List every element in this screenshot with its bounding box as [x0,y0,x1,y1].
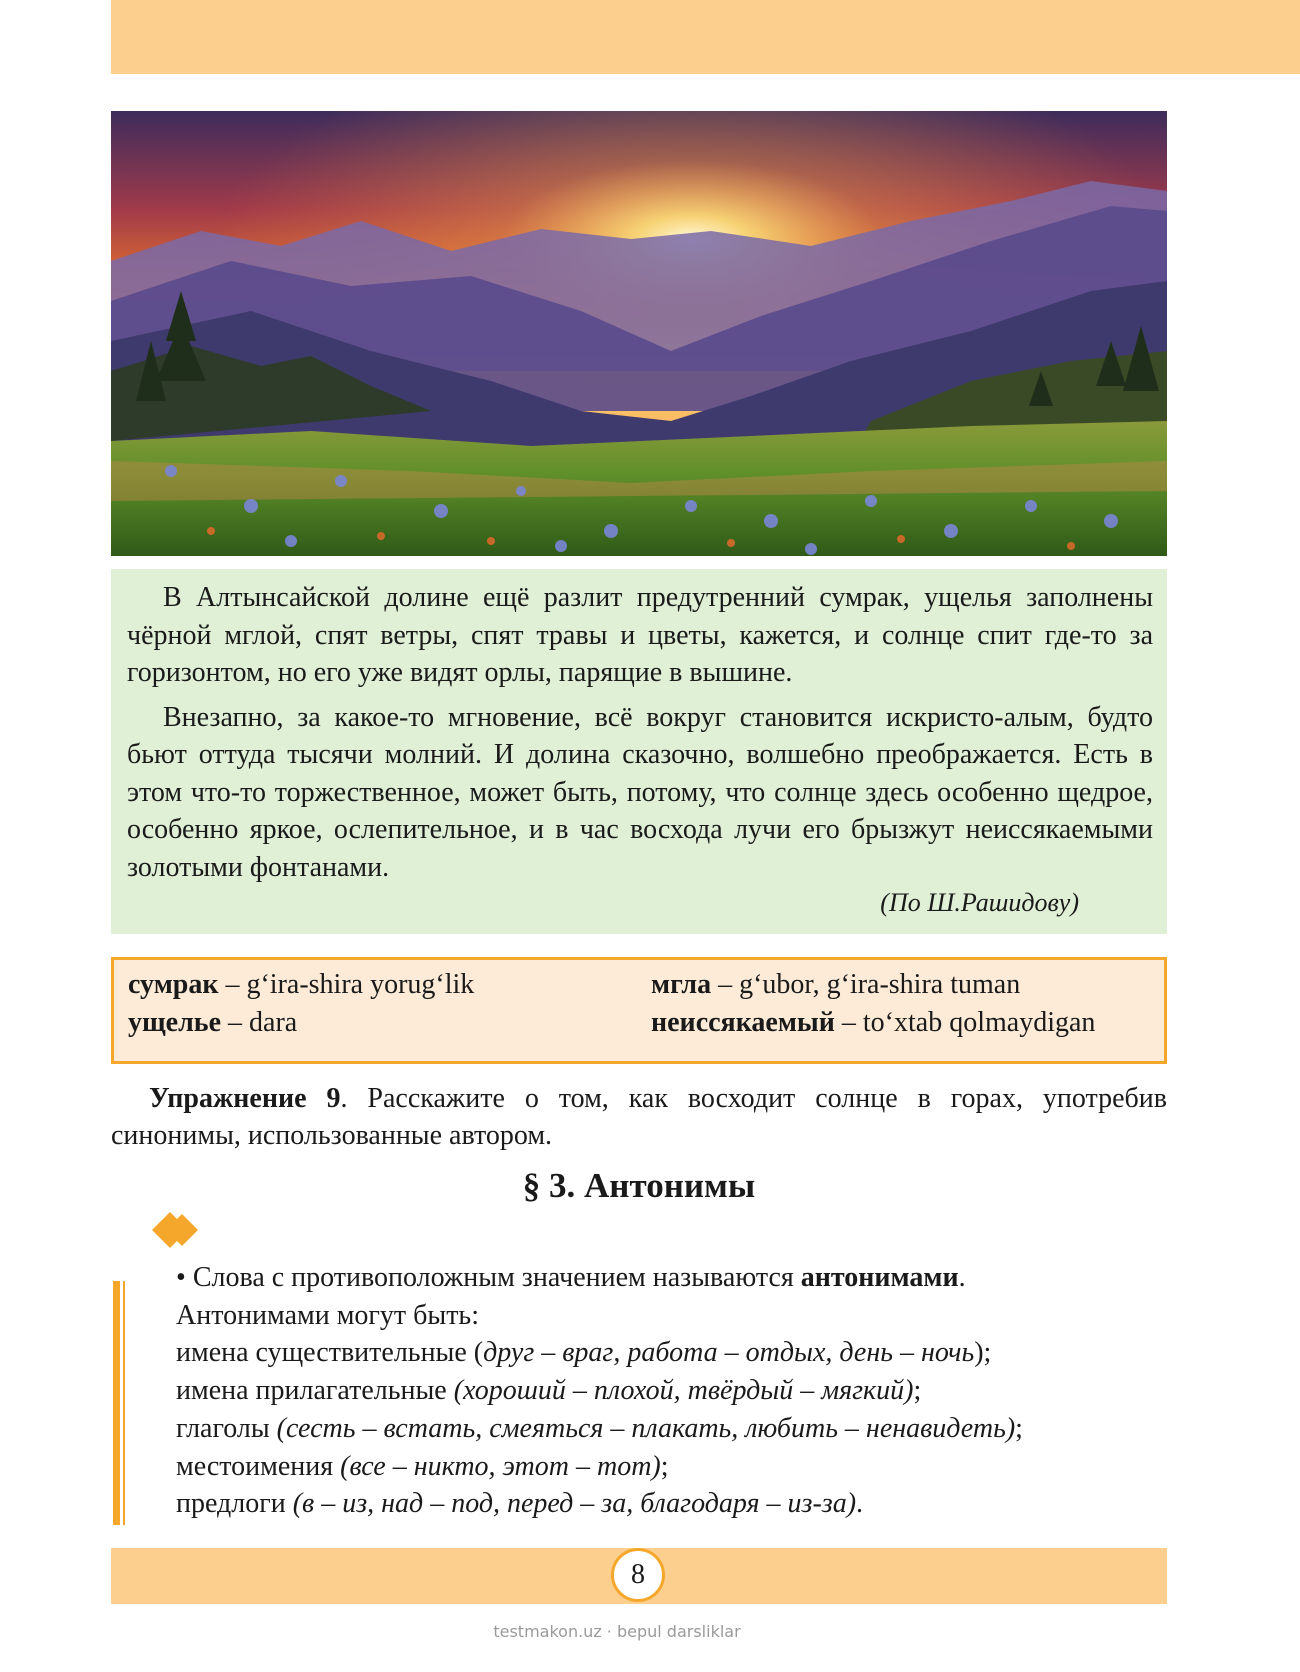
rule-item-label: глаголы [176,1412,277,1444]
rule-item [176,1485,1166,1523]
double-diamond-icon [152,1212,202,1248]
exercise-9 [111,1080,1167,1154]
bullet-icon: • [176,1262,186,1293]
rule-item-label: местоимения [176,1450,341,1482]
rule-accent-bar [113,1281,120,1525]
rule-term: антонимами [800,1262,959,1293]
page-number: 8 [611,1548,665,1602]
vocab-entry [651,966,1020,1004]
vocab-translation: – to‘xtab qolmaydigan [834,1007,1096,1038]
rule-definition [176,1259,1166,1297]
rule-item-end: ; [660,1450,669,1482]
rule-end: . [958,1262,966,1293]
rule-item-label: предлоги [176,1488,293,1520]
rule-intro: Слова с противоположным значением называются [185,1262,801,1293]
top-header-band [111,0,1300,74]
vocab-entry [128,966,474,1004]
passage-paragraph-2: Внезапно, за какое-то мгновение, всё вокруг становится искристо-алым, будто бьют оттуда тысячи молний. И долина сказочно, волшебно преображается. Есть в этом что-то торжественное, может быть, потому, что солнце здесь особенно щедрое, особенно яркое, ослепительное, и в час восхода лучи его брызжут неиссякаемыми золотыми фонтанами. [127,701,1153,883]
rule-item-examples: (сесть – встать, смеяться – плакать, любить – ненавидеть) [276,1412,1016,1444]
vocab-translation: – g‘ira-shira yorug‘lik [218,969,475,1000]
rule-item-examples: (в – из, над – под, перед – за, благодаря – из-за) [292,1488,857,1520]
sunrise-illustration [111,111,1167,556]
rule-item-label: имена существительные ( [176,1337,484,1369]
vocab-term: мгла [651,969,712,1000]
exercise-text: . Расскажите о том, как восходит солнце в горах, употребив синонимы, использованные автором. [111,1083,1167,1151]
rule-accent-line [123,1281,125,1525]
exercise-label: Упражнение 9 [149,1083,341,1114]
section-title: § 3. Антонимы [522,1166,756,1205]
rule-item-examples: друг – враг, работа – отдых, день – ночь [483,1337,975,1369]
mountain-sunrise-photo [111,111,1167,556]
passage-paragraph-1: В Алтынсайской долине ещё разлит предутренний сумрак, ущелья заполнены чёрной мглой, спят ветры, спят травы и цветы, кажется, и солнце спит где-то за горизонтом, но его уже видят орлы, парящие в вышине. [127,582,1153,688]
vocab-term: неиссякаемый [651,1007,835,1038]
vocab-translation: – dara [221,1007,298,1038]
rule-item [176,1372,1166,1410]
vocabulary-box [111,957,1167,1064]
vocab-entry [128,1004,297,1042]
reading-passage [111,569,1167,934]
vocab-entry [651,1004,1095,1042]
rule-item-end: . [856,1488,864,1520]
rule-item [176,1334,1166,1372]
vocab-term: ущелье [128,1007,222,1038]
rule-item-end: ); [974,1337,992,1369]
rule-item-end: ; [1015,1412,1023,1444]
passage-credit: (По Ш.Рашидову) [880,888,1079,917]
rule-item [176,1448,1166,1486]
rule-item-examples: (все – никто, этот – тот) [340,1450,661,1482]
antonym-rule-box [176,1259,1166,1523]
rule-subheading: Антонимами могут быть: [176,1299,479,1331]
rule-item-end: ; [913,1375,922,1407]
vocab-term: сумрак [128,969,219,1000]
rule-item [176,1410,1166,1448]
footer-watermark: testmakon.uz · bepul darsliklar [493,1622,741,1641]
vocab-translation: – g‘ubor, g‘ira-shira tuman [711,969,1021,1000]
rule-item-label: имена прилагательные [176,1375,454,1407]
rule-item-examples: (хороший – плохой, твёрдый – мягкий) [453,1375,914,1407]
